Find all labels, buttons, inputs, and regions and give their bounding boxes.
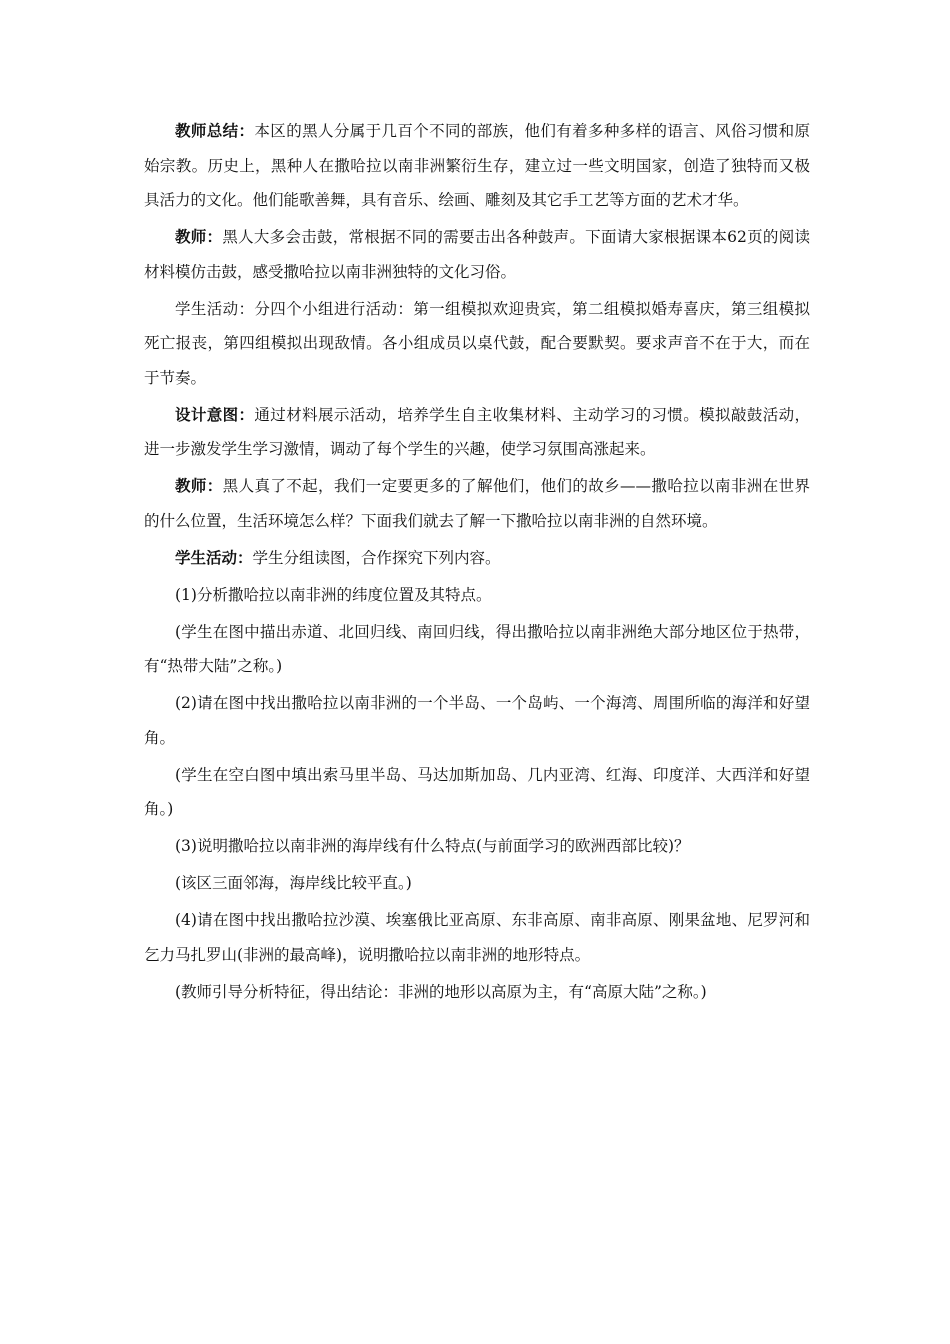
paragraph-text: (3)说明撒哈拉以南非洲的海岸线有什么特点(与前面学习的欧洲西部比较)？ xyxy=(175,837,690,855)
paragraph-answer-3 xyxy=(144,866,810,901)
paragraph-text: 黑人真了不起，我们一定要更多的了解他们，他们的故乡——撒哈拉以南非洲在世界的什么位置，生活环境怎么样？下面我们就去了解一下撒哈拉以南非洲的自然环境。 xyxy=(144,477,810,530)
paragraph-label: 教师： xyxy=(175,476,223,495)
paragraph-answer-2 xyxy=(144,758,810,827)
paragraph-question-2 xyxy=(144,686,810,755)
paragraph-text: (学生在空白图中填出索马里半岛、马达加斯加岛、几内亚湾、红海、印度洋、大西洋和好望角。) xyxy=(144,765,810,818)
paragraph-text: (2)请在图中找出撒哈拉以南非洲的一个半岛、一个岛屿、一个海湾、周围所临的海洋和好望角。 xyxy=(144,694,810,747)
paragraph-text: (学生在图中描出赤道、北回归线、南回归线，得出撒哈拉以南非洲绝大部分地区位于热带，有“热带大陆”之称。) xyxy=(144,622,810,675)
paragraph-question-1 xyxy=(144,578,810,613)
paragraph-student-activity-groups xyxy=(144,292,810,396)
paragraph-label: 教师总结： xyxy=(175,121,255,140)
paragraph-student-activity-map xyxy=(144,541,810,576)
paragraph-text: (4)请在图中找出撒哈拉沙漠、埃塞俄比亚高原、东非高原、南非高原、刚果盆地、尼罗河和乞力马扎罗山(非洲的最高峰)，说明撒哈拉以南非洲的地形特点。 xyxy=(144,911,810,964)
paragraph-answer-1 xyxy=(144,615,810,684)
paragraph-text: (教师引导分析特征，得出结论：非洲的地形以高原为主，有“高原大陆”之称。) xyxy=(175,982,707,1001)
paragraph-text: 学生分组读图，合作探究下列内容。 xyxy=(252,548,501,567)
paragraph-text: 本区的黑人分属于几百个不同的部族，他们有着多种多样的语言、风俗习惯和原始宗教。历史上，黑种人在撒哈拉以南非洲繁衍生存，建立过一些文明国家，创造了独特而又极具活力的文化。他们能歌善舞，具有音乐、绘画、雕刻及其它手工艺等方面的艺术才华。 xyxy=(144,122,810,209)
paragraph-text: (该区三面邻海，海岸线比较平直。) xyxy=(175,874,412,892)
paragraph-teacher-environment xyxy=(144,469,810,538)
paragraph-label: 学生活动： xyxy=(175,547,253,567)
paragraph-label: 教师： xyxy=(175,227,223,246)
paragraph-label: 设计意图： xyxy=(175,404,255,424)
paragraph-text: 通过材料展示活动，培养学生自主收集材料、主动学习的习惯。模拟敲鼓活动，进一步激发学生学习激情，调动了每个学生的兴趣，使学习氛围高涨起来。 xyxy=(144,405,810,458)
paragraph-teacher-summary xyxy=(144,114,810,218)
paragraph-text: (1)分析撒哈拉以南非洲的纬度位置及其特点。 xyxy=(175,585,492,604)
paragraph-question-4 xyxy=(144,903,810,972)
paragraph-teacher-drum xyxy=(144,220,810,289)
paragraph-design-intent xyxy=(144,398,810,467)
paragraph-answer-4 xyxy=(144,975,810,1010)
paragraph-question-3 xyxy=(144,829,810,864)
paragraph-text: 学生活动：分四个小组进行活动：第一组模拟欢迎贵宾，第二组模拟婚寿喜庆，第三组模拟死亡报丧，第四组模拟出现敌情。各小组成员以桌代鼓，配合要默契。要求声音不在于大，而在于节奏。 xyxy=(144,299,810,387)
document-page xyxy=(144,114,810,1009)
paragraph-text: 黑人大多会击鼓，常根据不同的需要击出各种鼓声。下面请大家根据课本62页的阅读材料模仿击鼓，感受撒哈拉以南非洲独特的文化习俗。 xyxy=(144,228,810,281)
